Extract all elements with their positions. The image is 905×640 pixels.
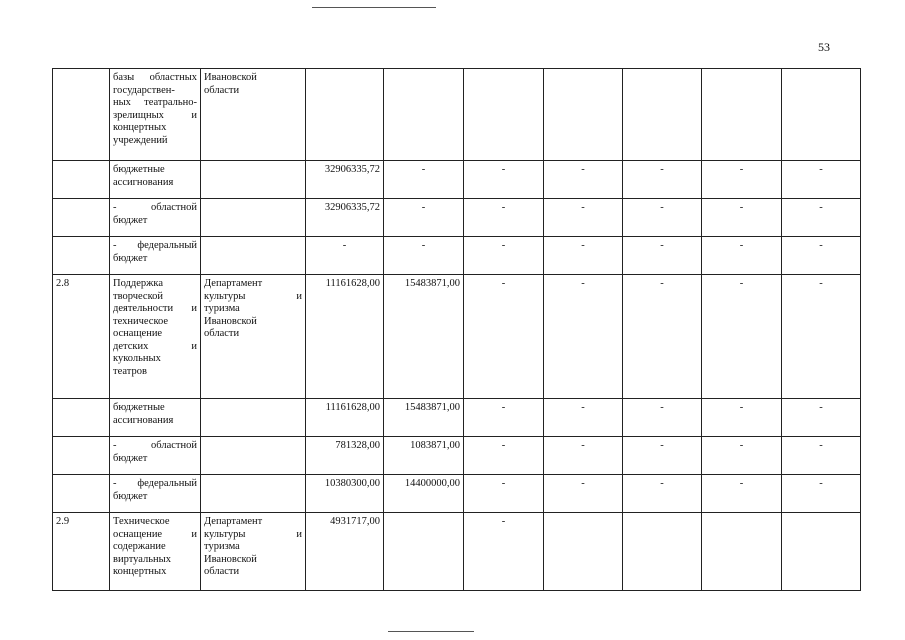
value-cell-year-5: - bbox=[623, 475, 702, 513]
value-cell-year-7: - bbox=[782, 475, 861, 513]
value-cell-year-3 bbox=[464, 69, 544, 161]
executor-cell-line: культуры и bbox=[204, 290, 302, 302]
value-cell-year-4 bbox=[544, 69, 623, 161]
value-cell-year-6: - bbox=[702, 399, 782, 437]
budget-table bbox=[52, 68, 861, 591]
activity-name-cell bbox=[110, 513, 201, 591]
value-cell-year-6: - bbox=[702, 437, 782, 475]
value-cell-year-4 bbox=[544, 513, 623, 591]
value-cell-year-2: - bbox=[384, 237, 464, 275]
activity-name-cell-line: детских и bbox=[113, 340, 197, 352]
value-cell-year-1: - bbox=[306, 237, 384, 275]
value-cell-year-3: - bbox=[464, 399, 544, 437]
row-index-cell bbox=[53, 161, 110, 199]
executor-cell-line: Департамент bbox=[204, 516, 263, 527]
value-cell-year-1: 32906335,72 bbox=[306, 161, 384, 199]
table-row bbox=[53, 475, 861, 513]
activity-name-cell-line: театров bbox=[113, 365, 147, 377]
executor-cell-line: Департамент bbox=[204, 278, 263, 289]
activity-name-cell-line: содержание bbox=[113, 541, 166, 552]
executor-cell bbox=[201, 437, 306, 475]
row-index-cell: 2.8 bbox=[53, 275, 110, 399]
table-row bbox=[53, 69, 861, 161]
executor-cell bbox=[201, 237, 306, 275]
value-cell-year-3: - bbox=[464, 275, 544, 399]
activity-name-cell-line: базы областных bbox=[113, 72, 197, 83]
executor-cell bbox=[201, 399, 306, 437]
value-cell-year-6: - bbox=[702, 475, 782, 513]
value-cell-year-5: - bbox=[623, 399, 702, 437]
value-cell-year-4: - bbox=[544, 437, 623, 475]
value-cell-year-2: 15483871,00 bbox=[384, 275, 464, 399]
value-cell-year-1: 11161628,00 bbox=[306, 399, 384, 437]
value-cell-year-3: - bbox=[464, 475, 544, 513]
executor-cell bbox=[201, 199, 306, 237]
row-index-cell bbox=[53, 237, 110, 275]
value-cell-year-6: - bbox=[702, 275, 782, 399]
row-index-cell bbox=[53, 475, 110, 513]
table-body bbox=[53, 69, 861, 591]
executor-cell-line: области bbox=[204, 84, 240, 96]
activity-name-cell-line: виртуальных bbox=[113, 553, 171, 565]
value-cell-year-4: - bbox=[544, 199, 623, 237]
executor-cell-line: Ивановской bbox=[204, 72, 257, 83]
value-cell-year-4: - bbox=[544, 237, 623, 275]
activity-name-cell-line: бюджетные bbox=[113, 402, 165, 413]
executor-cell-line: культуры и bbox=[204, 528, 302, 540]
activity-name-cell bbox=[110, 69, 201, 161]
executor-cell-line: туризма bbox=[204, 303, 240, 314]
table-row bbox=[53, 437, 861, 475]
value-cell-year-4: - bbox=[544, 275, 623, 399]
table-row bbox=[53, 199, 861, 237]
value-cell-year-3: - bbox=[464, 199, 544, 237]
value-cell-year-1: 10380300,00 bbox=[306, 475, 384, 513]
executor-cell-line: области bbox=[204, 566, 240, 577]
value-cell-year-7: - bbox=[782, 161, 861, 199]
value-cell-year-6: - bbox=[702, 161, 782, 199]
value-cell-year-3: - bbox=[464, 437, 544, 475]
row-index-cell bbox=[53, 437, 110, 475]
value-cell-year-5 bbox=[623, 69, 702, 161]
activity-name-cell bbox=[110, 161, 201, 199]
activity-name-cell-line: ассигнования bbox=[113, 414, 174, 426]
value-cell-year-5: - bbox=[623, 237, 702, 275]
activity-name-cell bbox=[110, 237, 201, 275]
value-cell-year-7: - bbox=[782, 437, 861, 475]
activity-name-cell-line: - областной bbox=[113, 202, 197, 213]
activity-name-cell bbox=[110, 275, 201, 399]
value-cell-year-7 bbox=[782, 69, 861, 161]
activity-name-cell-line: деятельности и bbox=[113, 303, 197, 314]
activity-name-cell-line: бюджетные bbox=[113, 164, 165, 175]
scan-artifact-top bbox=[312, 7, 436, 8]
table-row bbox=[53, 399, 861, 437]
value-cell-year-6 bbox=[702, 513, 782, 591]
value-cell-year-5 bbox=[623, 513, 702, 591]
executor-cell bbox=[201, 161, 306, 199]
activity-name-cell-line: техническое bbox=[113, 315, 169, 327]
value-cell-year-7: - bbox=[782, 199, 861, 237]
table-row bbox=[53, 161, 861, 199]
activity-name-cell-line: концертных bbox=[113, 122, 167, 133]
value-cell-year-2: 14400000,00 bbox=[384, 475, 464, 513]
value-cell-year-1: 32906335,72 bbox=[306, 199, 384, 237]
scan-artifact-bottom bbox=[388, 631, 474, 632]
activity-name-cell-line: Поддержка bbox=[113, 278, 163, 289]
value-cell-year-1: 781328,00 bbox=[306, 437, 384, 475]
activity-name-cell-line: бюджет bbox=[113, 452, 148, 464]
activity-name-cell-line: Техническое bbox=[113, 516, 170, 527]
value-cell-year-5: - bbox=[623, 161, 702, 199]
value-cell-year-2: 1083871,00 bbox=[384, 437, 464, 475]
value-cell-year-7 bbox=[782, 513, 861, 591]
value-cell-year-3: - bbox=[464, 237, 544, 275]
value-cell-year-7: - bbox=[782, 275, 861, 399]
value-cell-year-5: - bbox=[623, 275, 702, 399]
value-cell-year-6: - bbox=[702, 199, 782, 237]
executor-cell-line: области bbox=[204, 328, 240, 339]
executor-cell bbox=[201, 513, 306, 591]
activity-name-cell-line: бюджет bbox=[113, 252, 148, 264]
value-cell-year-5: - bbox=[623, 199, 702, 237]
executor-cell-line: туризма bbox=[204, 541, 240, 552]
activity-name-cell-line: зрелищных и bbox=[113, 109, 197, 121]
value-cell-year-1: 11161628,00 bbox=[306, 275, 384, 399]
activity-name-cell-line: творческой bbox=[113, 290, 164, 302]
activity-name-cell-line: оснащение и bbox=[113, 528, 197, 540]
value-cell-year-3: - bbox=[464, 161, 544, 199]
activity-name-cell-line: - федеральный bbox=[113, 240, 197, 251]
value-cell-year-6: - bbox=[702, 237, 782, 275]
row-index-cell bbox=[53, 399, 110, 437]
activity-name-cell-line: оснащение bbox=[113, 328, 163, 339]
activity-name-cell-line: кукольных bbox=[113, 353, 161, 364]
row-index-cell bbox=[53, 199, 110, 237]
activity-name-cell-line: бюджет bbox=[113, 490, 148, 502]
table-row bbox=[53, 275, 861, 399]
row-index-cell bbox=[53, 69, 110, 161]
activity-name-cell-line: - федеральный bbox=[113, 478, 197, 489]
value-cell-year-5: - bbox=[623, 437, 702, 475]
value-cell-year-1: 4931717,00 bbox=[306, 513, 384, 591]
value-cell-year-2 bbox=[384, 69, 464, 161]
row-index-cell: 2.9 bbox=[53, 513, 110, 591]
executor-cell bbox=[201, 275, 306, 399]
activity-name-cell-line: ных театрально- bbox=[113, 97, 197, 108]
value-cell-year-7: - bbox=[782, 237, 861, 275]
value-cell-year-4: - bbox=[544, 399, 623, 437]
value-cell-year-3: - bbox=[464, 513, 544, 591]
page-number: 53 bbox=[818, 40, 830, 54]
value-cell-year-1 bbox=[306, 69, 384, 161]
value-cell-year-2: - bbox=[384, 161, 464, 199]
activity-name-cell-line: учреждений bbox=[113, 134, 168, 146]
activity-name-cell bbox=[110, 437, 201, 475]
value-cell-year-4: - bbox=[544, 161, 623, 199]
value-cell-year-2: 15483871,00 bbox=[384, 399, 464, 437]
executor-cell bbox=[201, 69, 306, 161]
value-cell-year-7: - bbox=[782, 399, 861, 437]
executor-cell-line: Ивановской bbox=[204, 315, 257, 327]
table-row bbox=[53, 513, 861, 591]
value-cell-year-4: - bbox=[544, 475, 623, 513]
activity-name-cell bbox=[110, 199, 201, 237]
activity-name-cell-line: бюджет bbox=[113, 214, 148, 226]
activity-name-cell-line: концертных bbox=[113, 566, 167, 577]
executor-cell-line: Ивановской bbox=[204, 553, 257, 565]
activity-name-cell-line: - областной bbox=[113, 440, 197, 451]
table-row bbox=[53, 237, 861, 275]
activity-name-cell bbox=[110, 475, 201, 513]
value-cell-year-6 bbox=[702, 69, 782, 161]
activity-name-cell-line: ассигнования bbox=[113, 176, 174, 188]
activity-name-cell-line: государствен- bbox=[113, 84, 175, 96]
activity-name-cell bbox=[110, 399, 201, 437]
value-cell-year-2: - bbox=[384, 199, 464, 237]
executor-cell bbox=[201, 475, 306, 513]
value-cell-year-2 bbox=[384, 513, 464, 591]
